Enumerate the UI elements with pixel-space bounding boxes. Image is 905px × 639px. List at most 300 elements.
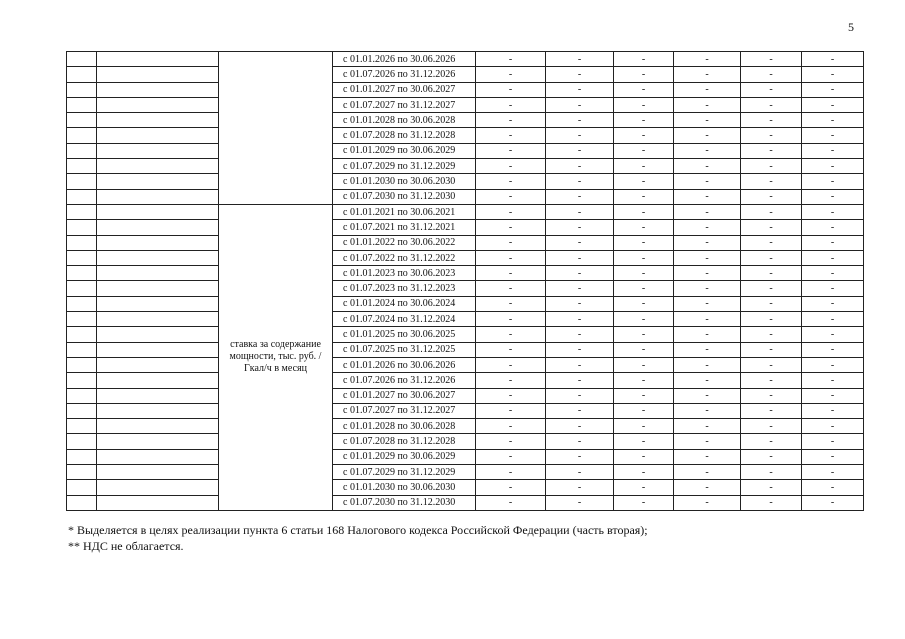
value-cell: - (476, 250, 546, 265)
row-number-cell (67, 235, 97, 250)
row-number-cell (67, 52, 97, 67)
value-cell: - (802, 113, 864, 128)
organization-cell (97, 449, 219, 464)
value-cell: - (674, 296, 741, 311)
value-cell: - (741, 189, 802, 204)
value-cell: - (546, 480, 614, 495)
period-cell: с 01.01.2021 по 30.06.2021 (333, 204, 476, 219)
table-row (67, 312, 864, 327)
organization-cell (97, 388, 219, 403)
value-cell: - (614, 296, 674, 311)
value-cell: - (614, 113, 674, 128)
row-number-cell (67, 419, 97, 434)
period-cell: с 01.01.2027 по 30.06.2027 (333, 388, 476, 403)
value-cell: - (546, 388, 614, 403)
value-cell: - (674, 266, 741, 281)
value-cell: - (614, 419, 674, 434)
value-cell: - (674, 419, 741, 434)
value-cell: - (546, 281, 614, 296)
organization-cell (97, 373, 219, 388)
value-cell: - (741, 373, 802, 388)
value-cell: - (476, 97, 546, 112)
value-cell: - (802, 143, 864, 158)
value-cell: - (674, 388, 741, 403)
period-cell: с 01.07.2027 по 31.12.2027 (333, 97, 476, 112)
value-cell: - (614, 82, 674, 97)
period-cell: с 01.07.2025 по 31.12.2025 (333, 342, 476, 357)
table-row (67, 465, 864, 480)
organization-cell (97, 296, 219, 311)
table-row (67, 342, 864, 357)
value-cell: - (476, 235, 546, 250)
organization-cell (97, 266, 219, 281)
row-number-cell (67, 373, 97, 388)
value-cell: - (741, 159, 802, 174)
value-cell: - (802, 128, 864, 143)
value-cell: - (476, 357, 546, 372)
table-row (67, 266, 864, 281)
value-cell: - (741, 174, 802, 189)
organization-cell (97, 174, 219, 189)
table-row (67, 174, 864, 189)
value-cell: - (614, 342, 674, 357)
value-cell: - (674, 204, 741, 219)
value-cell: - (802, 480, 864, 495)
row-number-cell (67, 97, 97, 112)
value-cell: - (674, 159, 741, 174)
period-cell: с 01.01.2023 по 30.06.2023 (333, 266, 476, 281)
value-cell: - (674, 143, 741, 158)
organization-cell (97, 342, 219, 357)
table-row (67, 495, 864, 510)
value-cell: - (614, 357, 674, 372)
value-cell: - (741, 204, 802, 219)
value-cell: - (476, 67, 546, 82)
period-cell: с 01.07.2021 по 31.12.2021 (333, 220, 476, 235)
value-cell: - (614, 235, 674, 250)
value-cell: - (614, 434, 674, 449)
value-cell: - (802, 434, 864, 449)
value-cell: - (802, 465, 864, 480)
value-cell: - (741, 52, 802, 67)
value-cell: - (802, 204, 864, 219)
value-cell: - (476, 495, 546, 510)
value-cell: - (546, 327, 614, 342)
value-cell: - (476, 266, 546, 281)
value-cell: - (674, 342, 741, 357)
value-cell: - (674, 189, 741, 204)
footnote-vat-allocation: * Выделяется в целях реализации пункта 6 статьи 168 Налогового кодекса Российской Федерации (часть вторая); (68, 523, 648, 537)
period-cell: с 01.01.2024 по 30.06.2024 (333, 296, 476, 311)
period-cell: с 01.01.2030 по 30.06.2030 (333, 480, 476, 495)
row-number-cell (67, 266, 97, 281)
value-cell: - (674, 312, 741, 327)
row-number-cell (67, 250, 97, 265)
organization-cell (97, 465, 219, 480)
value-cell: - (614, 159, 674, 174)
row-number-cell (67, 82, 97, 97)
value-cell: - (546, 296, 614, 311)
value-cell: - (741, 113, 802, 128)
row-number-cell (67, 495, 97, 510)
value-cell: - (614, 250, 674, 265)
value-cell: - (674, 52, 741, 67)
value-cell: - (476, 373, 546, 388)
organization-cell (97, 480, 219, 495)
value-cell: - (741, 281, 802, 296)
value-cell: - (802, 327, 864, 342)
value-cell: - (614, 143, 674, 158)
value-cell: - (614, 266, 674, 281)
value-cell: - (674, 357, 741, 372)
value-cell: - (614, 281, 674, 296)
value-cell: - (802, 266, 864, 281)
row-number-cell (67, 281, 97, 296)
period-cell: с 01.07.2026 по 31.12.2026 (333, 373, 476, 388)
period-cell: с 01.01.2029 по 30.06.2029 (333, 143, 476, 158)
period-cell: с 01.07.2022 по 31.12.2022 (333, 250, 476, 265)
organization-cell (97, 52, 219, 67)
period-cell: с 01.01.2030 по 30.06.2030 (333, 174, 476, 189)
value-cell: - (614, 189, 674, 204)
row-number-cell (67, 312, 97, 327)
value-cell: - (674, 82, 741, 97)
value-cell: - (476, 159, 546, 174)
table-row (67, 159, 864, 174)
tariff-table-body (67, 52, 864, 511)
value-cell: - (476, 174, 546, 189)
organization-cell (97, 113, 219, 128)
period-cell: с 01.07.2030 по 31.12.2030 (333, 189, 476, 204)
row-number-cell (67, 189, 97, 204)
period-cell: с 01.01.2028 по 30.06.2028 (333, 113, 476, 128)
value-cell: - (546, 465, 614, 480)
value-cell: - (741, 235, 802, 250)
value-cell: - (802, 495, 864, 510)
rate-type-cell (219, 52, 333, 205)
value-cell: - (741, 480, 802, 495)
value-cell: - (476, 296, 546, 311)
table-row (67, 67, 864, 82)
value-cell: - (614, 373, 674, 388)
value-cell: - (802, 373, 864, 388)
organization-cell (97, 403, 219, 418)
row-number-cell (67, 67, 97, 82)
period-cell: с 01.07.2029 по 31.12.2029 (333, 465, 476, 480)
value-cell: - (614, 495, 674, 510)
value-cell: - (802, 419, 864, 434)
value-cell: - (476, 281, 546, 296)
organization-cell (97, 357, 219, 372)
value-cell: - (674, 97, 741, 112)
table-row (67, 373, 864, 388)
value-cell: - (476, 403, 546, 418)
value-cell: - (546, 220, 614, 235)
value-cell: - (614, 480, 674, 495)
value-cell: - (741, 449, 802, 464)
table-row (67, 128, 864, 143)
value-cell: - (802, 388, 864, 403)
table-row (67, 357, 864, 372)
value-cell: - (546, 128, 614, 143)
value-cell: - (546, 113, 614, 128)
value-cell: - (802, 52, 864, 67)
value-cell: - (741, 128, 802, 143)
table-row (67, 235, 864, 250)
period-cell: с 01.01.2026 по 30.06.2026 (333, 52, 476, 67)
value-cell: - (674, 373, 741, 388)
value-cell: - (674, 235, 741, 250)
table-row (67, 204, 864, 219)
value-cell: - (614, 67, 674, 82)
row-number-cell (67, 159, 97, 174)
organization-cell (97, 419, 219, 434)
value-cell: - (476, 342, 546, 357)
value-cell: - (476, 204, 546, 219)
value-cell: - (741, 495, 802, 510)
row-number-cell (67, 342, 97, 357)
value-cell: - (741, 67, 802, 82)
value-cell: - (614, 312, 674, 327)
value-cell: - (476, 419, 546, 434)
value-cell: - (741, 388, 802, 403)
value-cell: - (546, 204, 614, 219)
organization-cell (97, 189, 219, 204)
value-cell: - (741, 434, 802, 449)
value-cell: - (674, 67, 741, 82)
table-row (67, 220, 864, 235)
period-cell: с 01.07.2027 по 31.12.2027 (333, 403, 476, 418)
value-cell: - (802, 403, 864, 418)
value-cell: - (802, 312, 864, 327)
value-cell: - (546, 403, 614, 418)
value-cell: - (614, 52, 674, 67)
value-cell: - (741, 357, 802, 372)
row-number-cell (67, 220, 97, 235)
row-number-cell (67, 204, 97, 219)
value-cell: - (741, 82, 802, 97)
value-cell: - (546, 312, 614, 327)
organization-cell (97, 434, 219, 449)
row-number-cell (67, 449, 97, 464)
value-cell: - (546, 357, 614, 372)
row-number-cell (67, 143, 97, 158)
organization-cell (97, 143, 219, 158)
period-cell: с 01.01.2029 по 30.06.2029 (333, 449, 476, 464)
table-row (67, 480, 864, 495)
period-cell: с 01.01.2025 по 30.06.2025 (333, 327, 476, 342)
value-cell: - (674, 465, 741, 480)
row-number-cell (67, 357, 97, 372)
value-cell: - (546, 67, 614, 82)
value-cell: - (546, 342, 614, 357)
table-row (67, 82, 864, 97)
value-cell: - (674, 281, 741, 296)
table-row (67, 97, 864, 112)
organization-cell (97, 495, 219, 510)
row-number-cell (67, 327, 97, 342)
value-cell: - (614, 449, 674, 464)
organization-cell (97, 67, 219, 82)
value-cell: - (546, 266, 614, 281)
period-cell: с 01.07.2028 по 31.12.2028 (333, 128, 476, 143)
value-cell: - (614, 465, 674, 480)
period-cell: с 01.07.2026 по 31.12.2026 (333, 67, 476, 82)
table-row (67, 327, 864, 342)
value-cell: - (476, 189, 546, 204)
table-row (67, 419, 864, 434)
organization-cell (97, 159, 219, 174)
value-cell: - (674, 495, 741, 510)
value-cell: - (741, 296, 802, 311)
tariff-table (66, 51, 864, 511)
value-cell: - (674, 128, 741, 143)
value-cell: - (476, 113, 546, 128)
value-cell: - (674, 250, 741, 265)
value-cell: - (546, 449, 614, 464)
organization-cell (97, 204, 219, 219)
value-cell: - (476, 220, 546, 235)
table-row (67, 434, 864, 449)
organization-cell (97, 128, 219, 143)
row-number-cell (67, 296, 97, 311)
value-cell: - (476, 465, 546, 480)
value-cell: - (546, 235, 614, 250)
table-row (67, 189, 864, 204)
value-cell: - (741, 143, 802, 158)
value-cell: - (802, 449, 864, 464)
value-cell: - (802, 342, 864, 357)
rate-type-cell: ставка за содержание мощности, тыс. руб. /Гкал/ч в месяц (219, 204, 333, 510)
organization-cell (97, 327, 219, 342)
value-cell: - (476, 312, 546, 327)
value-cell: - (476, 52, 546, 67)
value-cell: - (546, 373, 614, 388)
value-cell: - (802, 189, 864, 204)
value-cell: - (802, 281, 864, 296)
value-cell: - (546, 434, 614, 449)
value-cell: - (741, 419, 802, 434)
table-row (67, 388, 864, 403)
value-cell: - (802, 357, 864, 372)
period-cell: с 01.07.2029 по 31.12.2029 (333, 159, 476, 174)
row-number-cell (67, 174, 97, 189)
value-cell: - (741, 342, 802, 357)
value-cell: - (546, 495, 614, 510)
value-cell: - (674, 113, 741, 128)
row-number-cell (67, 480, 97, 495)
value-cell: - (476, 327, 546, 342)
value-cell: - (546, 159, 614, 174)
value-cell: - (741, 97, 802, 112)
period-cell: с 01.01.2027 по 30.06.2027 (333, 82, 476, 97)
value-cell: - (546, 250, 614, 265)
value-cell: - (802, 220, 864, 235)
value-cell: - (546, 52, 614, 67)
table-row (67, 449, 864, 464)
value-cell: - (741, 220, 802, 235)
value-cell: - (614, 97, 674, 112)
value-cell: - (674, 449, 741, 464)
table-row (67, 403, 864, 418)
value-cell: - (741, 465, 802, 480)
value-cell: - (802, 296, 864, 311)
period-cell: с 01.01.2028 по 30.06.2028 (333, 419, 476, 434)
value-cell: - (546, 174, 614, 189)
value-cell: - (614, 388, 674, 403)
value-cell: - (741, 312, 802, 327)
value-cell: - (741, 250, 802, 265)
period-cell: с 01.07.2028 по 31.12.2028 (333, 434, 476, 449)
value-cell: - (802, 174, 864, 189)
table-row (67, 296, 864, 311)
value-cell: - (674, 480, 741, 495)
row-number-cell (67, 113, 97, 128)
value-cell: - (476, 434, 546, 449)
value-cell: - (802, 235, 864, 250)
value-cell: - (546, 143, 614, 158)
value-cell: - (674, 403, 741, 418)
value-cell: - (802, 159, 864, 174)
value-cell: - (546, 82, 614, 97)
row-number-cell (67, 403, 97, 418)
value-cell: - (614, 403, 674, 418)
table-row (67, 143, 864, 158)
value-cell: - (741, 266, 802, 281)
period-cell: с 01.07.2030 по 31.12.2030 (333, 495, 476, 510)
period-cell: с 01.07.2024 по 31.12.2024 (333, 312, 476, 327)
value-cell: - (476, 82, 546, 97)
value-cell: - (802, 97, 864, 112)
value-cell: - (546, 189, 614, 204)
footnote-vat-exempt: ** НДС не облагается. (68, 539, 184, 553)
row-number-cell (67, 128, 97, 143)
value-cell: - (674, 327, 741, 342)
value-cell: - (546, 419, 614, 434)
value-cell: - (476, 388, 546, 403)
value-cell: - (476, 143, 546, 158)
value-cell: - (614, 128, 674, 143)
table-row (67, 281, 864, 296)
organization-cell (97, 235, 219, 250)
row-number-cell (67, 434, 97, 449)
value-cell: - (674, 434, 741, 449)
organization-cell (97, 220, 219, 235)
value-cell: - (802, 250, 864, 265)
value-cell: - (476, 128, 546, 143)
row-number-cell (67, 465, 97, 480)
value-cell: - (614, 220, 674, 235)
period-cell: с 01.01.2022 по 30.06.2022 (333, 235, 476, 250)
value-cell: - (614, 174, 674, 189)
value-cell: - (614, 204, 674, 219)
period-cell: с 01.01.2026 по 30.06.2026 (333, 357, 476, 372)
value-cell: - (674, 220, 741, 235)
organization-cell (97, 97, 219, 112)
table-row (67, 113, 864, 128)
organization-cell (97, 250, 219, 265)
value-cell: - (546, 97, 614, 112)
value-cell: - (614, 327, 674, 342)
value-cell: - (802, 67, 864, 82)
value-cell: - (741, 403, 802, 418)
period-cell: с 01.07.2023 по 31.12.2023 (333, 281, 476, 296)
page-number: 5 (848, 20, 854, 34)
value-cell: - (674, 174, 741, 189)
organization-cell (97, 281, 219, 296)
organization-cell (97, 312, 219, 327)
table-row (67, 250, 864, 265)
